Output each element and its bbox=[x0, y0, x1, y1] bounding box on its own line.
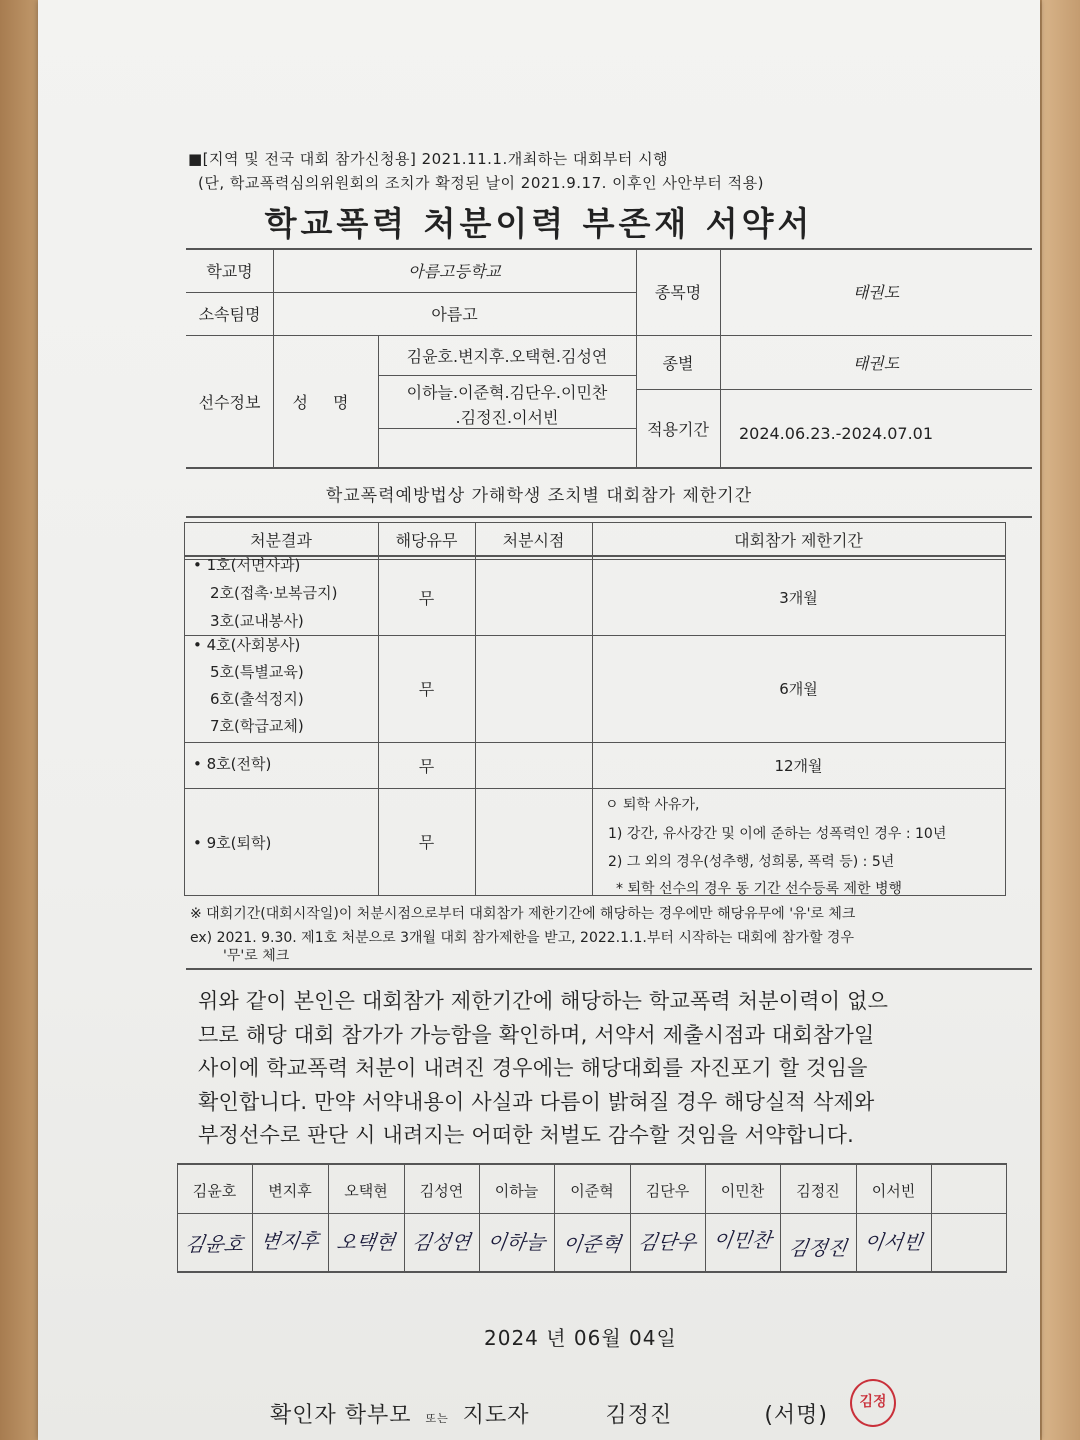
row4-item-1: • 9호(퇴학) bbox=[193, 834, 272, 852]
signer-name: 오택현 bbox=[344, 1182, 388, 1200]
row1-item-3: 3호(교내봉사) bbox=[210, 612, 304, 630]
signer-name: 변지후 bbox=[268, 1182, 312, 1200]
signer-name: 김단우 bbox=[645, 1182, 690, 1200]
signature: 김단우 bbox=[636, 1230, 698, 1254]
category-value: 태권도 bbox=[852, 353, 900, 373]
confirm-label: 확인자 학부모 bbox=[270, 1403, 412, 1428]
player-label: 선수정보 bbox=[198, 393, 261, 412]
confirm-sign-label: (서명) bbox=[764, 1403, 828, 1428]
names-line-2: 이하늘.이준혁.김단우.이민찬 bbox=[406, 382, 608, 402]
pledge-line: 사이에 학교폭력 처분이 내려진 경우에는 해당대회를 자진포기 할 것임을 bbox=[198, 1056, 868, 1080]
row1-applicable: 무 bbox=[418, 588, 435, 608]
category-label: 종별 bbox=[662, 353, 694, 373]
signature: 김성연 bbox=[410, 1230, 472, 1254]
event-label: 종목명 bbox=[654, 283, 702, 302]
row4-period-line-4: * 퇴학 선수의 경우 동 기간 선수등록 제한 병행 bbox=[616, 881, 903, 897]
note-2: ex) 2021. 9.30. 제1호 처분으로 3개월 대회 참가제한을 받고, 2022.1.1.부터 시작하는 대회에 참가할 경우 bbox=[190, 930, 854, 946]
row2-item-1: • 4호(사회봉사) bbox=[193, 636, 301, 654]
pledge-line: 부정선수로 판단 시 내려지는 어떠한 처벌도 감수할 것임을 서약합니다. bbox=[198, 1123, 854, 1147]
row2-item-3: 6호(출석정지) bbox=[210, 690, 304, 708]
header-line-2: (단, 학교폭력심의위원회의 조치가 확정된 날이 2021.9.17. 이후인 사안부터 적용) bbox=[198, 174, 764, 192]
col-header-result: 처분결과 bbox=[250, 530, 312, 550]
signer-name: 이민찬 bbox=[720, 1182, 765, 1200]
signer-name: 이준혁 bbox=[570, 1182, 614, 1200]
row1-item-1: • 1호(서면사과) bbox=[193, 556, 301, 574]
names-line-1: 김윤호.변지후.오택현.김성연 bbox=[406, 346, 608, 366]
period-value: 2024.06.23.-2024.07.01 bbox=[738, 423, 934, 443]
name-label: 성 명 bbox=[292, 393, 359, 412]
row3-item-1: • 8호(전학) bbox=[193, 755, 272, 773]
team-value: 아름고 bbox=[431, 305, 478, 324]
names-line-3: .김정진.이서빈 bbox=[455, 407, 559, 427]
row2-period: 6개월 bbox=[779, 680, 818, 698]
event-value: 태권도 bbox=[852, 283, 900, 302]
signer-name: 이서빈 bbox=[871, 1182, 916, 1200]
school-label: 학교명 bbox=[206, 261, 253, 281]
row4-period-line-3: 2) 그 외의 경우(성추행, 성희롱, 폭력 등) : 5년 bbox=[608, 854, 895, 870]
row2-applicable: 무 bbox=[418, 680, 435, 699]
row1-period: 3개월 bbox=[779, 588, 818, 607]
row4-applicable: 무 bbox=[418, 833, 435, 852]
row2-item-2: 5호(특별교육) bbox=[210, 663, 304, 681]
signature: 오택현 bbox=[335, 1230, 397, 1254]
row4-period-line-2: 1) 강간, 유사강간 및 이에 준하는 성폭력인 경우 : 10년 bbox=[608, 826, 947, 842]
row3-applicable: 무 bbox=[418, 756, 435, 776]
restriction-subtitle: 학교폭력예방법상 가해학생 조치별 대회참가 제한기간 bbox=[325, 486, 753, 506]
signature: 이준혁 bbox=[561, 1232, 623, 1256]
signer-name: 김정진 bbox=[796, 1182, 840, 1200]
confirm-name: 김정진 bbox=[605, 1403, 673, 1428]
signed-date: 2024 년 06월 04일 bbox=[484, 1326, 677, 1350]
stamp-text: 김정 bbox=[859, 1394, 887, 1410]
note-1: ※ 대회기간(대회시작일)이 처분시점으로부터 대회참가 제한기간에 해당하는 경우에만 해당유무에 '유'로 체크 bbox=[190, 906, 856, 922]
confirm-line bbox=[270, 1398, 828, 1429]
pledge-line: 확인합니다. 만약 서약내용이 사실과 다름이 밝혀질 경우 해당실적 삭제와 bbox=[198, 1089, 875, 1114]
team-label: 소속팀명 bbox=[198, 305, 261, 324]
school-value: 아름고등학교 bbox=[408, 261, 501, 281]
document-page bbox=[38, 0, 1040, 1440]
signature: 김정진 bbox=[787, 1236, 849, 1260]
pledge-line: 위와 같이 본인은 대회참가 제한기간에 해당하는 학교폭력 처분이력이 없으 bbox=[198, 989, 889, 1013]
desk-left bbox=[0, 0, 40, 1440]
signature: 이하늘 bbox=[485, 1230, 547, 1254]
signature: 이서빈 bbox=[862, 1230, 924, 1254]
row2-item-4: 7호(학급교체) bbox=[210, 717, 304, 735]
signature: 변지후 bbox=[259, 1229, 321, 1253]
col-header-time: 처분시점 bbox=[502, 530, 565, 550]
desk-right bbox=[1042, 0, 1080, 1440]
signer-name: 이하늘 bbox=[494, 1182, 539, 1200]
pledge-text bbox=[198, 985, 1028, 1153]
signature: 이민찬 bbox=[711, 1228, 773, 1252]
signer-name: 김윤호 bbox=[192, 1182, 237, 1200]
row3-period: 12개월 bbox=[774, 756, 823, 775]
col-header-period: 대회참가 제한기간 bbox=[734, 530, 863, 550]
confirm-or: 또는 bbox=[425, 1412, 449, 1425]
seal-stamp bbox=[850, 1379, 896, 1427]
header-line-1: ■[지역 및 전국 대회 참가신청용] 2021.11.1.개최하는 대회부터 시행 bbox=[188, 150, 669, 168]
row4-period-line-1: ㅇ 퇴학 사유가, bbox=[605, 797, 700, 813]
row1-item-2: 2호(접촉·보복금지) bbox=[210, 584, 338, 602]
document-title: 학교폭력 처분이력 부존재 서약서 bbox=[264, 204, 814, 243]
confirm-role: 지도자 bbox=[462, 1403, 530, 1428]
note-3: '무'로 체크 bbox=[223, 948, 290, 964]
signer-name: 김성연 bbox=[419, 1182, 464, 1200]
col-header-applicable: 해당유무 bbox=[395, 530, 458, 550]
period-label: 적용기간 bbox=[647, 419, 709, 439]
pledge-line: 므로 해당 대회 참가가 가능함을 확인하며, 서약서 제출시점과 대회참가일 bbox=[198, 1022, 875, 1047]
signature: 김윤호 bbox=[183, 1232, 245, 1256]
